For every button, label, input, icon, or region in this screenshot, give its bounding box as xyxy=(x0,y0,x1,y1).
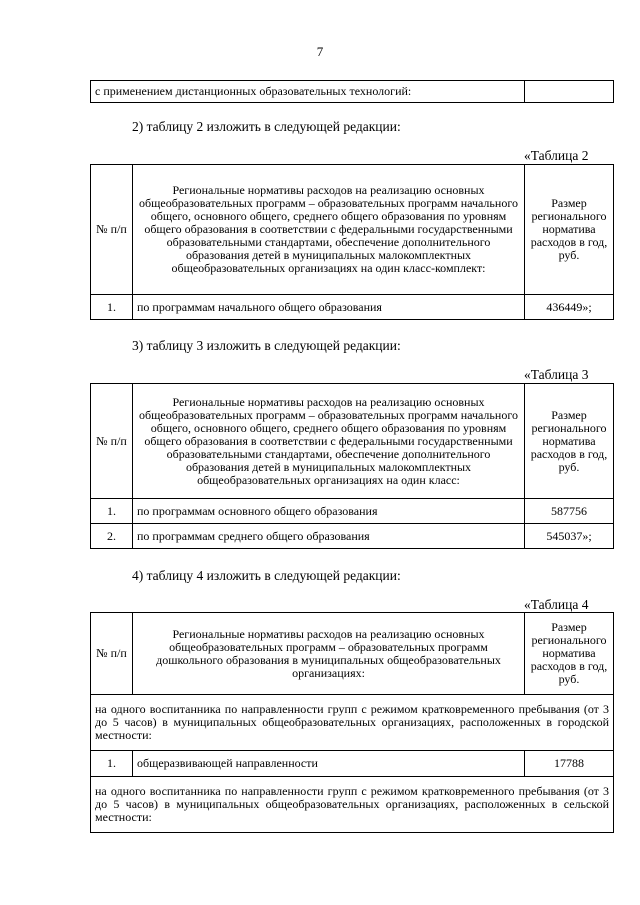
top-row-text: с применением дистанционных образовательных технологий: xyxy=(91,81,525,103)
row-value: 545037»; xyxy=(525,524,614,549)
top-continuation-table xyxy=(90,80,614,103)
section2-table-label: «Таблица 2 xyxy=(524,148,589,163)
header-description: Региональные нормативы расходов на реализацию основных общеобразовательных программ – образовательных программ начального общего, основного общего, среднего общего образования по уровням общего образования в соответствии с федеральными государственными образовательными стандартами, обеспечение дополнительного образования детей в муниципальных малокомплектных общеобразовательных организациях на один класс-комплект: xyxy=(133,165,525,295)
table-3-header xyxy=(91,384,614,499)
row-num: 1. xyxy=(91,751,133,777)
section3-table-label: «Таблица 3 xyxy=(524,367,589,382)
header-amount: Размер регионального норматива расходов в год, руб. xyxy=(525,613,614,695)
table-3 xyxy=(90,383,614,549)
table-row xyxy=(91,295,614,320)
header-amount: Размер регионального норматива расходов в год, руб. xyxy=(525,165,614,295)
row-name: по программам основного общего образования xyxy=(133,499,525,524)
group-urban-text: на одного воспитанника по направленности групп с режимом кратковременного пребывания (от 3 до 5 часов) в муниципальных общеобразовательных организациях, расположенных в городской местности: xyxy=(91,695,614,751)
row-num: 2. xyxy=(91,524,133,549)
table-4-header xyxy=(91,613,614,695)
row-name: по программам начального общего образования xyxy=(133,295,525,320)
header-num: № п/п xyxy=(91,384,133,499)
row-value: 436449»; xyxy=(525,295,614,320)
header-description: Региональные нормативы расходов на реализацию основных общеобразовательных программ – образовательных программ начального общего, основного общего, среднего общего образования по уровням общего образования в соответствии с федеральными государственными образовательными стандартами, обеспечение дополнительного образования детей в муниципальных малокомплектных общеобразовательных организациях на один класс: xyxy=(133,384,525,499)
table-row xyxy=(91,499,614,524)
row-num: 1. xyxy=(91,295,133,320)
table-2-header xyxy=(91,165,614,295)
page-number: 7 xyxy=(316,44,324,59)
row-name: общеразвивающей направленности xyxy=(133,751,525,777)
section4-table-label: «Таблица 4 xyxy=(524,597,589,612)
row-name: по программам среднего общего образования xyxy=(133,524,525,549)
header-description: Региональные нормативы расходов на реализацию основных общеобразовательных программ – образовательных программ дошкольного образования в муниципальных общеобразовательных организациях: xyxy=(133,613,525,695)
row-num: 1. xyxy=(91,499,133,524)
group-row-urban xyxy=(91,695,614,751)
top-row-value xyxy=(525,81,614,103)
section2-intro: 2) таблицу 2 изложить в следующей редакции: xyxy=(132,119,401,134)
row-value: 17788 xyxy=(525,751,614,777)
table-4 xyxy=(90,612,614,833)
row-value: 587756 xyxy=(525,499,614,524)
header-num: № п/п xyxy=(91,165,133,295)
header-amount: Размер регионального норматива расходов в год, руб. xyxy=(525,384,614,499)
section4-intro: 4) таблицу 4 изложить в следующей редакции: xyxy=(132,568,401,583)
section3-intro: 3) таблицу 3 изложить в следующей редакции: xyxy=(132,338,401,353)
table-row xyxy=(91,751,614,777)
group-row-rural xyxy=(91,777,614,833)
table-row xyxy=(91,524,614,549)
group-rural-text: на одного воспитанника по направленности групп с режимом кратковременного пребывания (от 3 до 5 часов) в муниципальных общеобразовательных организациях, расположенных в сельской местности: xyxy=(91,777,614,833)
table-2 xyxy=(90,164,614,320)
header-num: № п/п xyxy=(91,613,133,695)
